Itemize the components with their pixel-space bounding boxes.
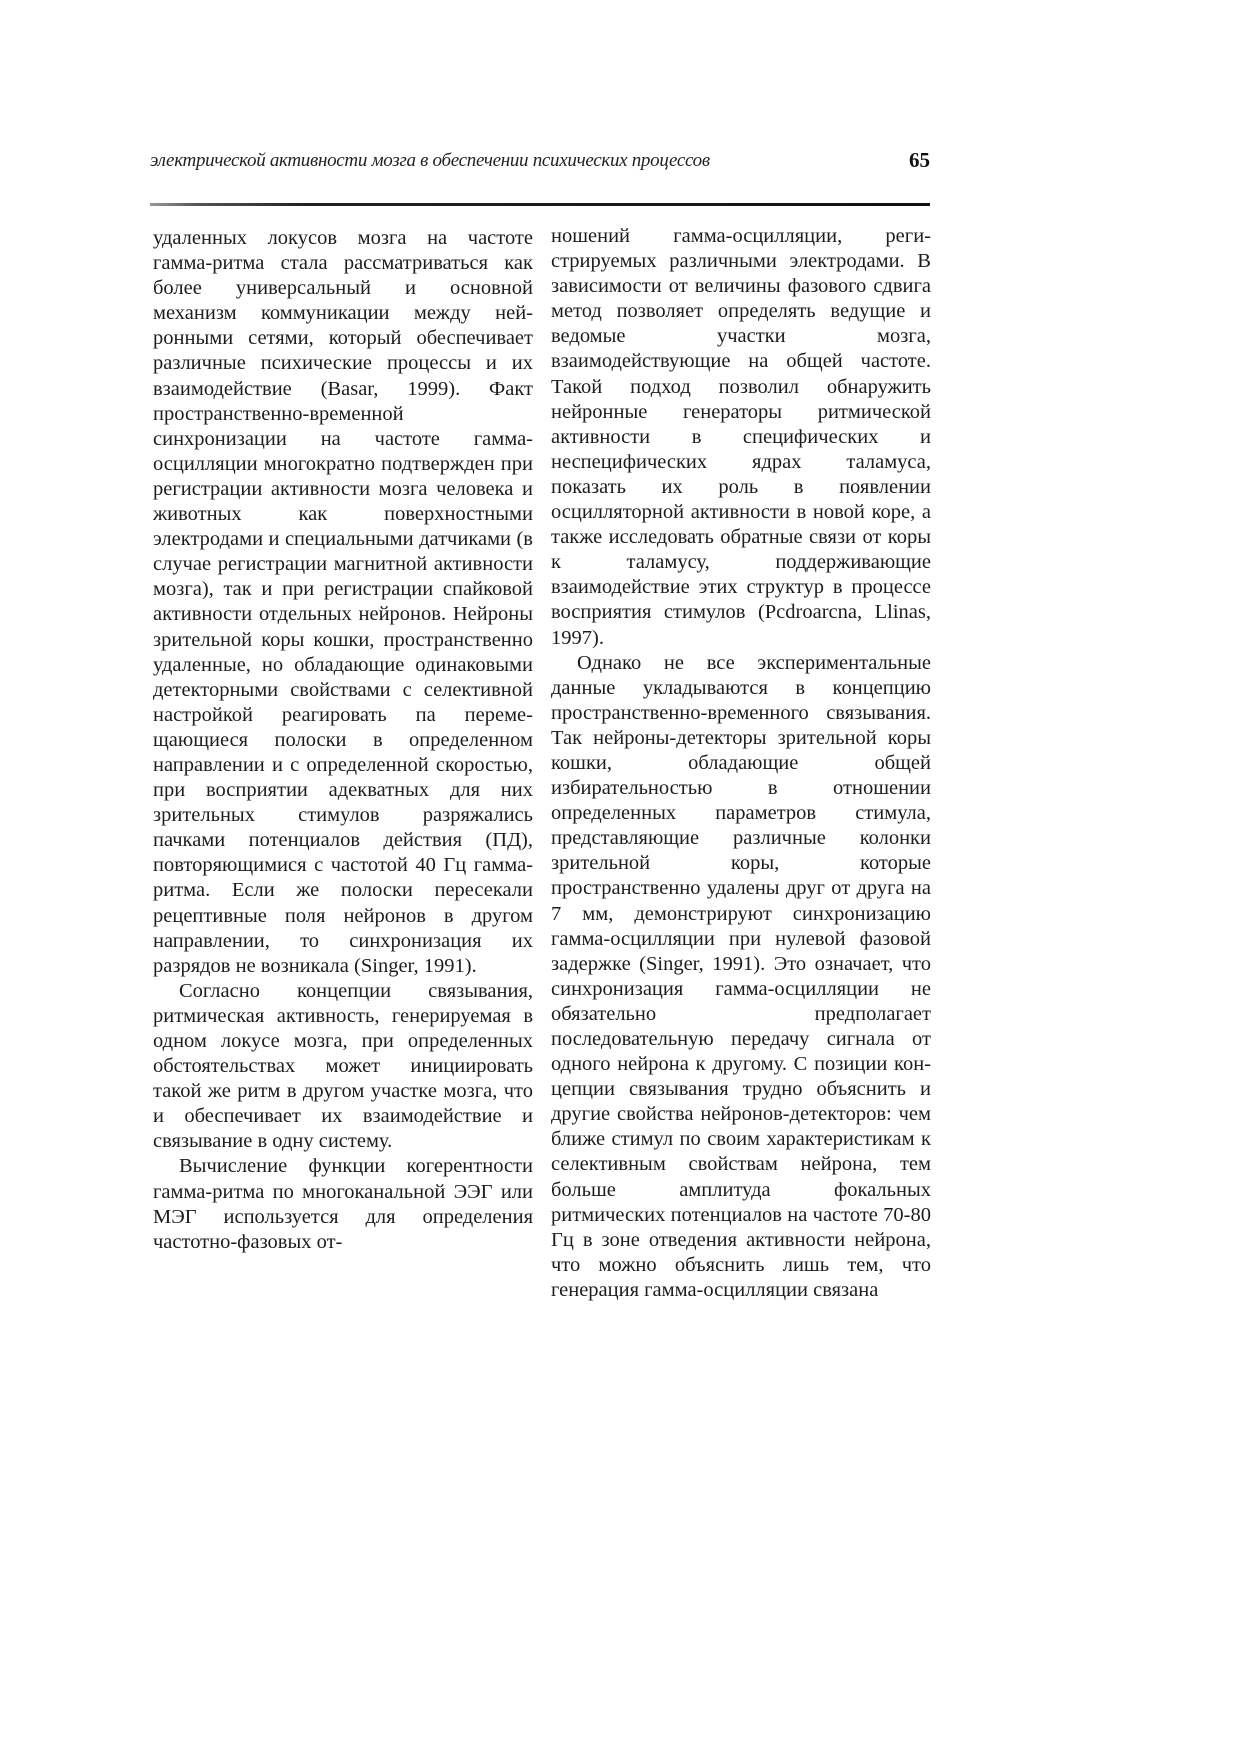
- running-title: электрической активности мозга в обеспечении психических процессов: [150, 150, 710, 171]
- paragraph: ношений гамма-осцилляции, регистрируемых различными электродами. В зависимости от величины фазового сдвига метод позволяет определять ведущие и ведомые участки мозга, взаимодействующие на общей частоте. Такой подход позволил обнаружить нейронные генераторы ритмической активности в специфических и неспецифических ядрах таламуса, показать их роль в появлении осцилляторной активности в новой коре, а также исследовать обратные связи от коры к таламусу, поддерживающие взаимодействие этих структур в процессе восприятия стимулов (Pcdroarcna, Llinas, 1997).: [551, 225, 931, 649]
- paragraph: удаленных локусов мозга на частоте гамма-ритма стала рассматриваться как более универсальный и основной механизм коммуникации между нейронными сетями, который обеспечивает различные психические процессы и их взаимодействие (Basar, 1999). Факт пространственно-временной синхронизации на частоте гамма-осцилляции многократно подтвержден при регистрации активности мозга человека и животных как поверхностными электродами и специальными датчиками (в случае регистрации магнитной активности мозга), так и при регистрации спайковой активности отдельных нейронов. Нейроны зрительной коры кошки, пространственно удаленные, но обладающие одинаковыми детекторными свойствами с селективной настройкой реагировать па перемещающиеся полоски в определенном направлении и с определенной скоростью, при восприятии адекватных для них зрительных стимулов разряжались пачками потенциалов действия (ПД), повторяющимися с частотой 40 Гц гамма-ритма. Если же полоски пересекали рецептивные поля нейронов в другом направлении, то синхронизация их разрядов не возникала (Singer, 1991).: [153, 227, 533, 977]
- header-rule: [150, 203, 930, 206]
- page-number: 65: [909, 148, 930, 172]
- paragraph: Однако не все экспериментальные данные укладываются в концепцию пространственно-временного связывания. Так нейроны-детекторы зрительной коры кошки, обладающие общей избирательностью в отношении определенных параметров стимула, представляющие различные колонки зрительной коры, которые пространственно удалены друг от друга на 7 мм, демонстрируют синхронизацию гамма-осцилляции при нулевой фазовой задержке (Singer, 1991). Это означает, что синхронизация гамма-осцилляции не обязательно предполагает последовательную передачу сигнала от одного нейрона к другому. С позиции концепции связывания трудно объяснить и другие свойства нейронов-детекторов: чем ближе стимул по своим характеристикам к селективным свойствам нейрона, тем больше амплитуда фокальных ритмических потенциалов на частоте 70-80 Гц в зоне отведения активности нейрона, что можно объяснить лишь тем, что генерация гамма-осцилляции связана: [551, 651, 931, 1301]
- right-column: [551, 224, 931, 1303]
- left-column: [153, 226, 533, 1255]
- paragraph: Вычисление функции когерентности гамма-ритма по многоканальной ЭЭГ или МЭГ используется для определения частотно-фазовых от-: [153, 1155, 533, 1253]
- running-header: [150, 148, 930, 178]
- paragraph: Согласно концепции связывания, ритмическая активность, генерируемая в одном локусе мозга, при определенных обстоятельствах может инициировать такой же ритм в другом участке мозга, что и обеспечивает их взаимодействие и связывание в одну систему.: [153, 979, 533, 1153]
